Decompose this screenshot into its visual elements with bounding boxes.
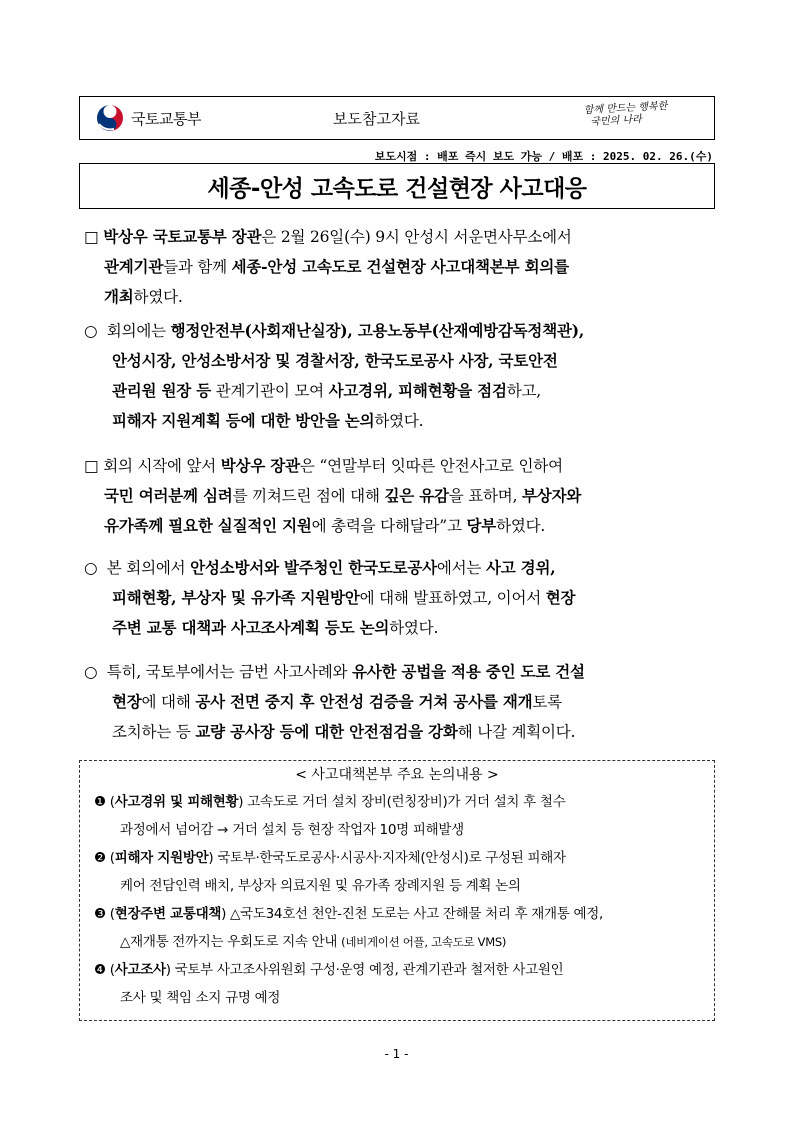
emphasized-text: 사고 경위,: [485, 558, 556, 577]
para-line: [84, 406, 720, 436]
emphasized-text: 국민 여러분께 심려: [104, 486, 233, 505]
para-line: [84, 613, 720, 643]
summary-item-line: [94, 788, 706, 816]
body-text: ) 고속도로 거더 설치 장비(런칭장비)가 거더 설치 후 철수: [238, 794, 566, 810]
government-logo-icon: [96, 104, 124, 132]
circle-bullet: ○: [84, 559, 98, 577]
page-number: - 1 -: [384, 1047, 409, 1061]
summary-item-line: [94, 900, 706, 928]
emphasized-text: 유가족께 필요한 실질적인 지원: [104, 516, 312, 535]
emphasized-text: 피해현황, 부상자 및 유가족 지원방안: [112, 588, 360, 607]
text-line: [103, 228, 571, 246]
body-text: 에 대해: [141, 693, 196, 711]
emphasized-text: 안성소방서와 발주청인 한국도로공사: [190, 558, 437, 577]
text-line: [112, 382, 541, 400]
para-line: [84, 511, 720, 541]
emphasized-text: 유사한 공법을 적용 중인 도로 건설: [352, 662, 585, 681]
emphasized-text: 관리원 원장 등: [112, 381, 212, 400]
page-title: 세종-안성 고속도로 건설현장 사고대응: [207, 175, 587, 202]
body-text: 을 표하며,: [448, 487, 523, 505]
body-text: 토록: [532, 693, 562, 711]
para-line: [84, 222, 720, 252]
title-box: [79, 163, 715, 209]
text-line: [107, 663, 585, 681]
summary-item-line: [94, 956, 706, 984]
para-line: [84, 346, 720, 376]
body-text: 에 대해 발표하였고, 이어서: [359, 589, 546, 607]
paragraph-5: [84, 657, 720, 747]
para-line: [84, 282, 720, 312]
emphasized-text: 사고경위 및 피해현황: [114, 794, 239, 810]
summary-item-line: [94, 928, 706, 956]
para-line: [84, 687, 720, 717]
paragraph-4: [84, 553, 720, 643]
emphasized-text: 깊은 유감: [384, 486, 449, 505]
summary-item-line: [94, 844, 706, 872]
body-text: ) △국도34호선 천안-진천 도로는 사고 잔해물 처리 후 재개통 예정,: [221, 906, 603, 922]
body-text: 과정에서 넘어감 → 거더 설치 등 현장 작업자 10명 피해발생: [120, 822, 464, 838]
emphasized-text: 개최: [104, 287, 134, 306]
emphasized-text: 피해자 지원방안: [114, 850, 209, 866]
emphasized-text: 현장주변 교통대책: [114, 906, 222, 922]
circle-bullet: ○: [84, 663, 98, 681]
body-text: 은 “연말부터 잇따른 안전사고로 인하여: [299, 457, 563, 475]
body-text: 해 나갈 계획이다.: [457, 723, 576, 741]
body-text: (네비게이션 어플, 고속도로 VMS): [341, 935, 507, 949]
para-line: [84, 451, 720, 481]
body-text: (: [109, 850, 115, 866]
summary-item: [94, 844, 706, 900]
summary-item-line: [94, 816, 706, 844]
emphasized-text: 박상우 장관: [220, 456, 300, 475]
body-text: (: [109, 794, 115, 810]
body-text: 관계기관이 모여: [211, 382, 329, 400]
summary-item: [94, 900, 706, 956]
body-text: △재개통 전까지는 우회도로 지속 안내: [120, 934, 342, 950]
summary-item: [94, 956, 706, 1012]
body-text: ) 국토부 사고조사위원회 구성·운영 예정, 관계기관과 철저한 사고원인: [165, 962, 564, 978]
body-text: 하였다.: [496, 517, 546, 535]
paragraph-2: [84, 316, 720, 436]
body-text: 조사 및 책임 소지 규명 예정: [120, 990, 281, 1006]
para-line: [84, 316, 720, 346]
para-line: [84, 553, 720, 583]
body-text: 은 2월 26일(수) 9시 안성시 서운면사무소에서: [261, 228, 572, 246]
para-line: [84, 481, 720, 511]
square-bullet: □: [84, 228, 99, 246]
text-line: [112, 619, 438, 637]
emphasized-text: 교량 공사장 등에 대한 안전점검을 강화: [195, 722, 458, 741]
text-line: [107, 559, 556, 577]
slogan-line-2: 국민의 나라: [590, 114, 643, 128]
emphasized-text: 사고경위, 피해현황을 점검: [328, 381, 507, 400]
text-line: [112, 352, 558, 370]
summary-list: [94, 788, 706, 1012]
body-text: 에서는: [436, 559, 486, 577]
square-bullet: □: [84, 457, 99, 475]
emphasized-text: 관계기관: [104, 257, 164, 276]
emphasized-text: 공사 전면 중지 후 안전성 검증을 거쳐 공사를 재개: [195, 692, 533, 711]
item-number-icon: ❶: [94, 794, 110, 810]
text-line: [104, 258, 569, 276]
text-line: [103, 457, 563, 475]
body-text: 하였다.: [389, 619, 439, 637]
text-line: [112, 589, 575, 607]
text-line: [107, 322, 584, 340]
body-text: 들과 함께: [163, 258, 232, 276]
body-text: 하였다.: [133, 288, 183, 306]
body-text: 를 끼쳐드린 점에 대해: [232, 487, 385, 505]
item-number-icon: ❷: [94, 850, 110, 866]
paragraph-1: [84, 222, 720, 312]
emphasized-text: 세종-안성 고속도로 건설현장 사고대책본부 회의를: [231, 257, 569, 276]
emphasized-text: 부상자와: [522, 486, 582, 505]
body-text: 케어 전담인력 배치, 부상자 의료지원 및 유가족 장례지원 등 계획 논의: [120, 878, 521, 894]
summary-item: [94, 788, 706, 844]
agency-name: 국토교통부: [131, 110, 201, 128]
body-text: 회의 시작에 앞서: [103, 457, 221, 475]
embargo-notice: 보도시점 : 배포 즉시 보도 가능 / 배포 : 2025. 02. 26.(수): [374, 150, 713, 163]
item-number-icon: ❸: [94, 906, 110, 922]
body-text: 회의에는: [106, 322, 171, 340]
emphasized-text: 박상우 국토교통부 장관: [103, 227, 262, 246]
text-line: [104, 517, 545, 535]
emphasized-text: 현장: [112, 692, 142, 711]
emphasized-text: 사고조사: [114, 962, 166, 978]
text-line: [104, 487, 581, 505]
body-text: 특히, 국토부에서는 금번 사고사례와: [106, 663, 353, 681]
summary-box-title: < 사고대책본부 주요 논의내용 >: [295, 767, 499, 783]
paragraph-3: [84, 451, 720, 541]
emphasized-text: 안성시장, 안성소방서장 및 경찰서장, 한국도로공사 사장, 국토안전: [112, 351, 558, 370]
slogan-line-1: 함께 만드는 행복한: [583, 100, 668, 117]
para-line: [84, 252, 720, 282]
emphasized-text: 주변 교통 대책과 사고조사계획 등도 논의: [112, 618, 390, 637]
body-text: 하였다.: [374, 412, 424, 430]
body-text: (: [109, 962, 115, 978]
text-line: [112, 693, 562, 711]
body-text: 하고,: [506, 382, 541, 400]
text-line: [112, 412, 423, 430]
emphasized-text: 현장: [545, 588, 576, 607]
item-number-icon: ❹: [94, 962, 110, 978]
slogan-signature: [583, 101, 668, 129]
body-text: 본 회의에서: [106, 559, 191, 577]
document-type: 보도참고자료: [333, 110, 420, 128]
body-text: ) 국토부·한국도로공사·시공사·지자체(안성시)로 구성된 피해자: [208, 850, 566, 866]
emphasized-text: 피해자 지원계획 등에 대한 방안을 논의: [112, 411, 375, 430]
para-line: [84, 376, 720, 406]
summary-item-line: [94, 984, 706, 1012]
emphasized-text: 당부: [466, 516, 497, 535]
para-line: [84, 657, 720, 687]
text-line: [112, 723, 575, 741]
circle-bullet: ○: [84, 322, 98, 340]
text-line: [104, 288, 183, 306]
para-line: [84, 717, 720, 747]
summary-item-line: [94, 872, 706, 900]
body-text: 에 총력을 다해달라”고: [311, 517, 467, 535]
para-line: [84, 583, 720, 613]
emphasized-text: 행정안전부(사회재난실장), 고용노동부(산재예방감독정책관),: [170, 321, 585, 340]
body-text: 조치하는 등: [112, 723, 196, 741]
body-text: (: [109, 906, 115, 922]
